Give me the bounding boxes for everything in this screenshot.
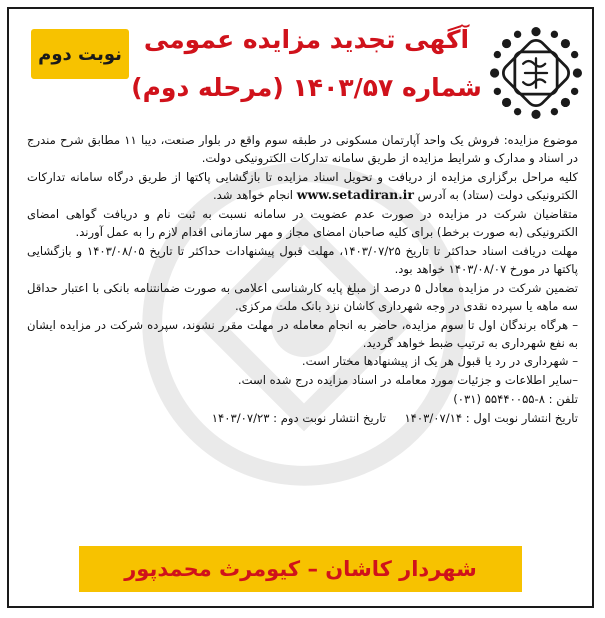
deadlines-paragraph: مهلت دریافت اسناد حداکثر تا تاریخ ۱۴۰۳/۰۷/۲۵، مهلت قبول پیشنهادات حداکثر تا تاریخ ۱۴۰۳/۰۸/۰۵ و بازگشایی پاکتها در مورخ ۱۴۰۳/۰۸/۰۷ خواهد بود. [27, 243, 578, 276]
guarantee-paragraph: تضمین شرکت در مزایده معادل ۵ درصد از مبلغ پایه کارشناسی اعلامی به صورت ضمانتنامه بانکی با اعتبار حداقل سه ماهه یا سپرده نقدی در وجه شهرداری کاشان نزد بانک ملت مرکزی. [27, 280, 578, 313]
process-text-end: انجام خواهد شد. [212, 188, 294, 203]
details-paragraph: –سایر اطلاعات و جزئیات مورد معامله در اسناد مزایده درج شده است. [237, 373, 578, 388]
process-text: کلیه مراحل برگزاری مزایده از دریافت و تحویل اسناد مزایده تا بازگشایی پاکتها از طریق درگاه سامانه تدارکات الکترونیکی دولت (ستاد) به آدرس [27, 169, 578, 203]
setad-website-link[interactable]: www.setadiran.ir [296, 187, 414, 203]
notice-number: شماره ۱۴۰۳/۵۷ (مرحله دوم) [131, 73, 482, 102]
round-badge [31, 29, 129, 79]
process-paragraph [27, 168, 578, 204]
forfeit-paragraph: – هرگاه برندگان اول تا سوم مزایده، حاضر به انجام معامله در مهلت مقرر نشوند، سپرده شرکت در مزایده ایشان به نفع شهرداری به ترتیب ضبط خواهد گردید. [27, 317, 578, 350]
notice-body [27, 131, 578, 427]
round-badge-label: نوبت دوم [38, 43, 122, 65]
notice-title: آگهی تجدید مزایده عمومی [143, 25, 470, 54]
rights-paragraph: – شهرداری در رد یا قبول هر یک از پیشنهادها مختار است. [301, 354, 578, 369]
registration-paragraph: متقاضیان شرکت در مزایده در صورت عدم عضویت در سامانه نسبت به ثبت نام و دریافت گواهی امضای الکترونیکی (به صورت برخط) برای کلیه صاحبان امضای مجاز و مهر سازمانی اقدام لازم را به عمل آورند. [27, 206, 578, 240]
kashan-municipality-logo-icon [490, 27, 582, 119]
subject-paragraph: موضوع مزایده: فروش یک واحد آپارتمان مسکونی در طبقه سوم واقع در بلوار صنعت، دیبا ۱۱ مطابق شرح مندرج در اسناد و مدارک و شرایط مزایده از طریق سامانه تدارکات الکترونیکی دولت. [27, 133, 578, 166]
mayor-signature: شهردار کاشان – کیومرث محمدپور [124, 557, 477, 581]
notice-frame [7, 7, 594, 608]
publish-dates-line: تاریخ انتشار نوبت اول : ۱۴۰۳/۰۷/۱۴ تاریخ انتشار نوبت دوم : ۱۴۰۳/۰۷/۲۳ [211, 410, 578, 425]
signature-banner [79, 546, 522, 592]
phone-line: تلفن : ۸-۵۵۴۴۰۰۵۵ (۰۳۱) [453, 391, 578, 406]
